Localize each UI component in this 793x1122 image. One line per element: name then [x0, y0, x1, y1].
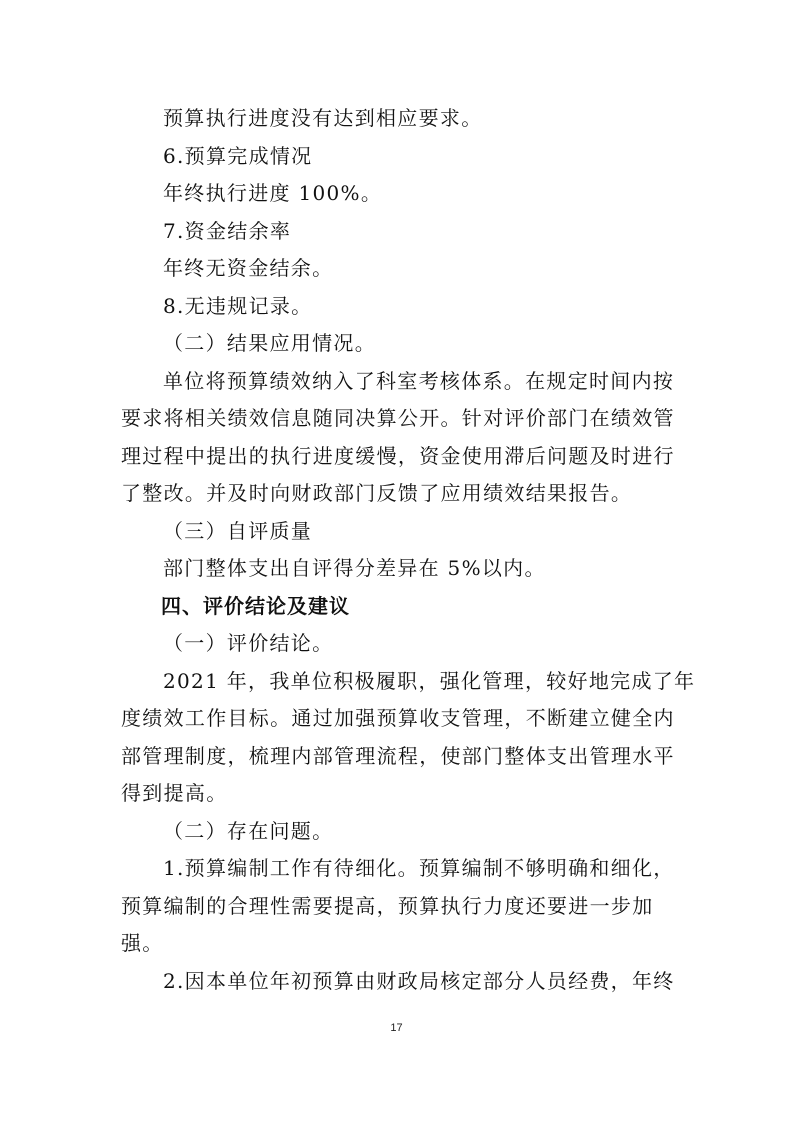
paragraph-line: 2021 年，我单位积极履职，强化管理，较好地完成了年	[163, 668, 696, 693]
paragraph-line: 强。	[121, 931, 164, 955]
item-7-heading: 7.资金结余率	[163, 218, 292, 243]
subsection-title-conclusion: （一）评价结论。	[163, 631, 334, 655]
self-eval-text: 部门整体支出自评得分差异在 5%以内。	[163, 556, 546, 580]
paragraph-line: 部管理制度，梳理内部管理流程，使部门整体支出管理水平	[121, 743, 675, 768]
subsection-title-self-eval: （三）自评质量	[163, 518, 313, 543]
body-line: 年终执行进度 100%。	[163, 181, 383, 205]
section-heading: 四、评价结论及建议	[161, 593, 350, 618]
paragraph-line: 预算编制的合理性需要提高，预算执行力度还要进一步加	[121, 893, 654, 918]
conclusion-paragraph	[121, 663, 696, 813]
subsection-title-results: （二）结果应用情况。	[163, 331, 376, 355]
body-line: 年终无资金结余。	[163, 256, 334, 280]
paragraph-line: 1.预算编制工作有待细化。预算编制不够明确和细化，	[163, 856, 675, 880]
item-6-heading: 6.预算完成情况	[163, 143, 313, 168]
subsection-title-problems: （二）存在问题。	[163, 818, 334, 843]
results-paragraph	[121, 363, 675, 513]
document-body	[121, 100, 696, 1000]
paragraph-line: 单位将预算绩效纳入了科室考核体系。在规定时间内按	[163, 368, 675, 393]
paragraph-line: 要求将相关绩效信息随同决算公开。针对评价部门在绩效管	[121, 406, 675, 430]
paragraph-line: 度绩效工作目标。通过加强预算收支管理，不断建立健全内	[121, 706, 675, 730]
paragraph-line: 理过程中提出的执行进度缓慢，资金使用滞后问题及时进行	[121, 443, 675, 468]
paragraph-line: 了整改。并及时向财政部门反馈了应用绩效结果报告。	[121, 481, 633, 505]
problem-1-paragraph	[121, 850, 675, 963]
problem-2-first-line: 2.因本单位年初预算由财政局核定部分人员经费，年终	[163, 968, 675, 993]
body-line: 预算执行进度没有达到相应要求。	[163, 106, 483, 130]
item-8-heading: 8.无违规记录。	[163, 293, 313, 318]
paragraph-line: 得到提高。	[121, 781, 228, 805]
page-number: 17	[390, 1022, 403, 1034]
